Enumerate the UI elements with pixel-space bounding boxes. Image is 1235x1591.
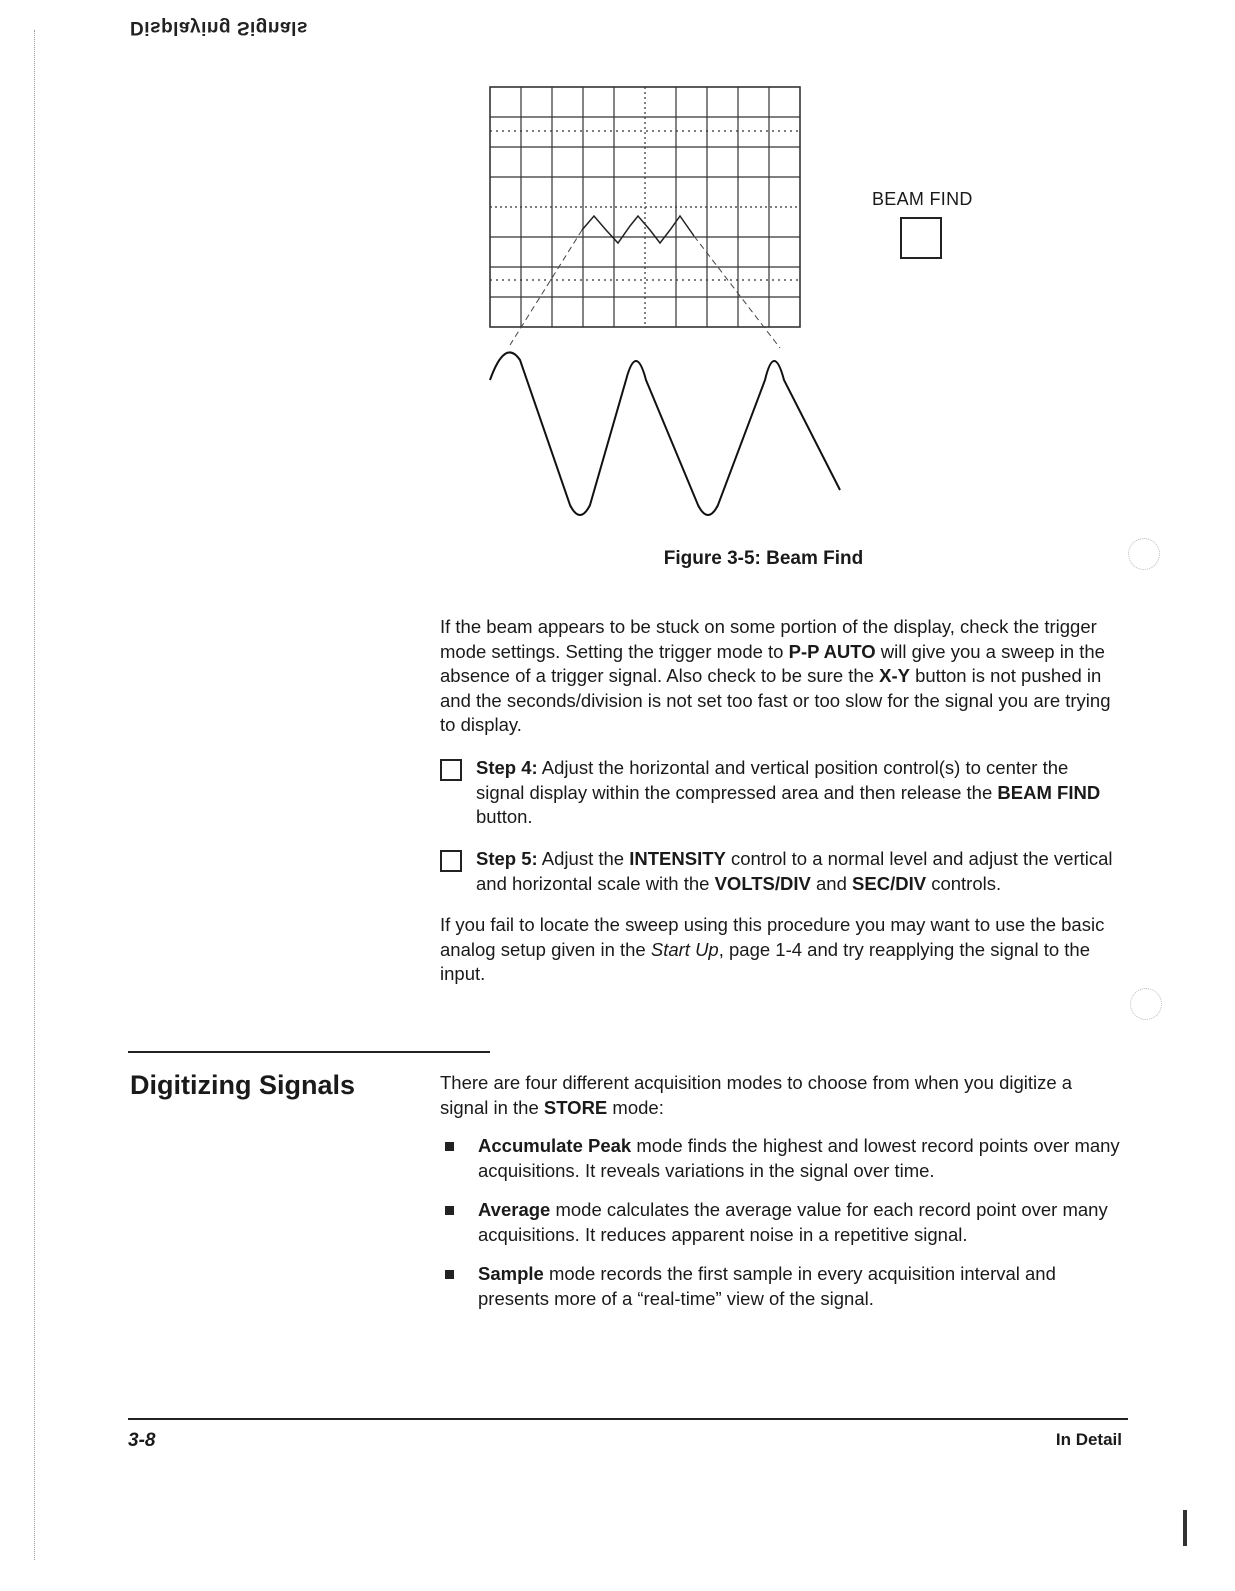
bullet-term: Average: [478, 1199, 551, 1220]
step-5-term-intensity: INTENSITY: [629, 848, 726, 869]
bullet-text: [478, 1198, 1130, 1247]
intro-text-a: There are four different acquisition modes to choose from when you digitize a signal in the: [440, 1072, 1073, 1118]
section-rule: [128, 1051, 490, 1053]
bullet-text: [478, 1134, 1130, 1183]
beam-find-figure: [470, 80, 990, 520]
edge-mark: [1183, 1510, 1187, 1546]
checkbox-icon: [440, 850, 462, 872]
bullet-desc: mode finds the highest and lowest record points over many acquisitions. It reveals variations in the signal over time.: [478, 1135, 1120, 1181]
para2-ref-start-up: Start Up: [650, 938, 719, 960]
bullet-average: [440, 1198, 1130, 1250]
paragraph-beam-stuck: [440, 615, 1120, 738]
para1-term-xy: X-Y: [879, 665, 910, 687]
beam-find-label: BEAM FIND: [872, 189, 973, 209]
bullet-sample: [440, 1262, 1130, 1314]
checkbox-icon: [440, 759, 462, 781]
para1-text-e: button is not pushed in and the seconds/division is not set too fast or too slow for the signal you are trying to display.: [440, 665, 1111, 736]
figure-caption: [0, 548, 1235, 570]
punch-hole-mark: [1130, 988, 1162, 1020]
step-4-text: [476, 756, 1120, 830]
bullet-icon: [445, 1270, 454, 1279]
footer-rule: [128, 1418, 1128, 1420]
intro-text-c: mode:: [607, 1096, 664, 1118]
para2-text-a: If you fail to locate the sweep using this procedure you may want to use the basic analog setup given in the: [440, 914, 1105, 960]
expanded-waveform: [490, 352, 840, 515]
figure-caption-text: Figure 3-5: Beam Find: [663, 548, 864, 569]
step-4-label: Step 4:: [476, 757, 538, 778]
page-number: 3-8: [128, 1430, 156, 1451]
section-intro: [440, 1071, 1120, 1120]
para1-text-a: If the beam appears to be stuck on some portion of the display, check the trigger mode settings. Setting the trigger mode to: [440, 616, 1097, 662]
bullet-term: Accumulate Peak: [478, 1135, 632, 1156]
beam-find-button-icon: [900, 217, 942, 259]
step-4-text-a: Adjust the horizontal and vertical position control(s) to center the signal display within the compressed area and then release the: [476, 757, 1069, 803]
step-5-label: Step 5:: [476, 848, 538, 869]
step-5: [440, 847, 1120, 899]
para2-text-c: , page 1-4 and try reapplying the signal to the input.: [440, 938, 1090, 985]
step-4-text-c: button.: [476, 806, 533, 828]
bullet-icon: [445, 1206, 454, 1215]
bullet-term: Sample: [478, 1263, 544, 1284]
step-4: [440, 756, 1120, 832]
bullet-desc: mode records the first sample in every acquisition interval and presents more of a “real-time” view of the signal.: [478, 1263, 1056, 1309]
step-5-text-c: control to a normal level and adjust the vertical and horizontal scale with the: [476, 848, 1113, 894]
punch-hole-mark: [1128, 538, 1160, 570]
step-5-text: [476, 847, 1120, 896]
compressed-trace: [582, 216, 694, 243]
bullet-icon: [445, 1142, 454, 1151]
step-5-text-g: controls.: [926, 872, 1002, 894]
running-head: Displaying Signals: [130, 17, 308, 38]
binding-edge: [34, 30, 35, 1560]
step-5-text-e: and: [810, 872, 853, 894]
chapter-name: In Detail: [1055, 1430, 1122, 1449]
bullet-text: [478, 1262, 1130, 1311]
step-5-term-sec-div: SEC/DIV: [852, 872, 927, 894]
para1-term-pp-auto: P-P AUTO: [788, 640, 876, 662]
graticule: [490, 87, 800, 327]
section-title: Digitizing Signals: [130, 1070, 356, 1100]
step-5-text-a: Adjust the: [537, 848, 630, 869]
step-5-term-volts-div: VOLTS/DIV: [714, 872, 811, 894]
step-4-term-beam-find: BEAM FIND: [997, 781, 1101, 803]
paragraph-fail-locate: [440, 913, 1120, 987]
bullet-desc: mode calculates the average value for each record point over many acquisitions. It reduces apparent noise in a repetitive signal.: [478, 1199, 1108, 1245]
bullet-accumulate-peak: [440, 1134, 1130, 1186]
intro-term-store: STORE: [543, 1096, 608, 1118]
para1-text-c: will give you a sweep in the absence of a trigger signal. Also check to be sure the: [440, 640, 1105, 687]
